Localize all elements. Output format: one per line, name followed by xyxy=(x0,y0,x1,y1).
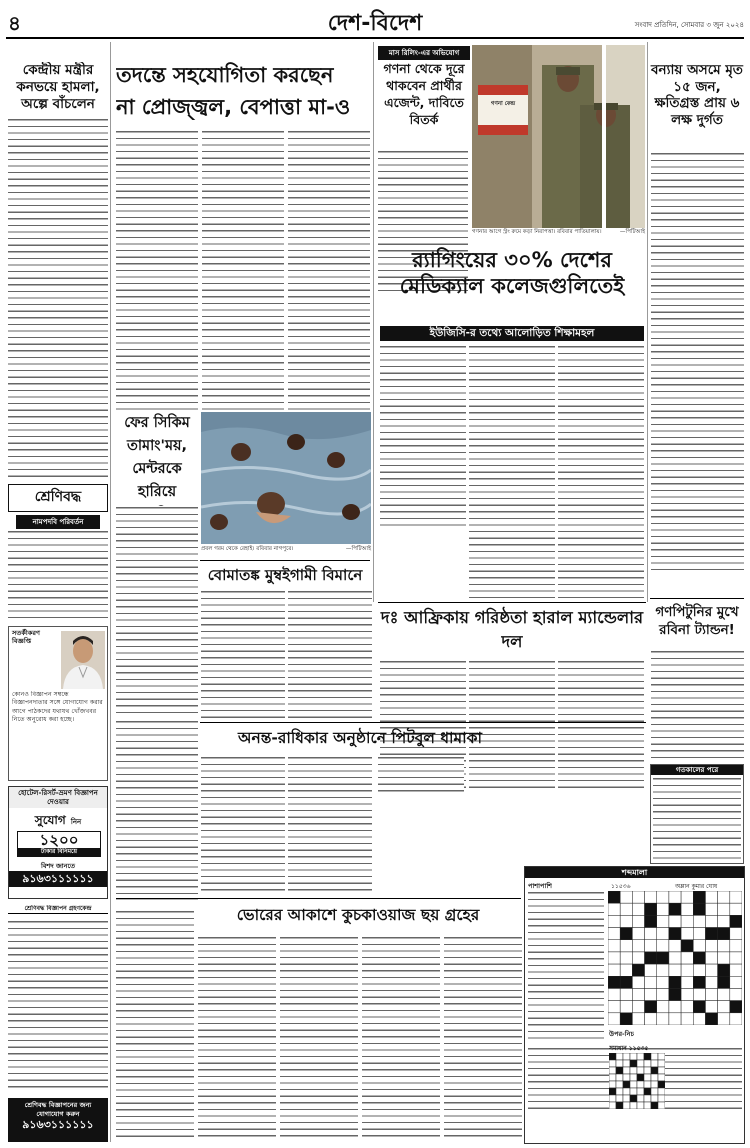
crossword-cell xyxy=(620,1001,632,1013)
crossword-cell xyxy=(609,1095,616,1102)
date-line: সংবাদ প্রতিদিন, সোমবার ৩ জুন ২০২৪ xyxy=(634,21,744,29)
main-story-col3 xyxy=(288,130,370,410)
crossword-cell xyxy=(632,964,644,976)
crossword-cell xyxy=(657,903,669,915)
crossword-cell xyxy=(616,1053,623,1060)
crossword-cell xyxy=(616,1060,623,1067)
across-clues xyxy=(528,891,604,1043)
crossword-cell xyxy=(609,1067,616,1074)
main-story-col1 xyxy=(116,130,198,410)
masthead-rule xyxy=(6,37,744,39)
crossword-title: শব্দমালা xyxy=(525,867,744,878)
crossword-cell xyxy=(637,1074,644,1081)
name-change-label: নামপদবি পরিবর্তন xyxy=(16,515,100,529)
crossword-cell xyxy=(681,1013,693,1025)
crossword-cell xyxy=(608,1013,620,1025)
hotel-ad-suffix: নিন xyxy=(70,818,82,827)
crossword-cell xyxy=(730,988,742,1000)
crossword-number: ১১৫৩৬ xyxy=(611,883,631,890)
sky-col4 xyxy=(362,936,440,1142)
crossword-cell xyxy=(657,891,669,903)
crossword-cell xyxy=(644,1095,651,1102)
crossword-cell xyxy=(645,988,657,1000)
strongroom-sign-text: গণনা কেন্দ্র xyxy=(490,101,516,107)
sky-top-rule xyxy=(116,898,521,899)
crossword-cell xyxy=(693,903,705,915)
strongroom-sign xyxy=(480,101,526,121)
crossword-cell xyxy=(645,964,657,976)
crossword-cell xyxy=(630,1074,637,1081)
crossword-cell xyxy=(632,915,644,927)
crossword-cell xyxy=(658,1074,665,1081)
crossword-cell xyxy=(718,976,730,988)
classified-title: শ্রেণিবদ্ধ xyxy=(34,489,82,505)
sky-col1 xyxy=(116,910,194,1142)
crossword-cell xyxy=(730,976,742,988)
bomb-col2 xyxy=(288,590,372,720)
crossword-cell xyxy=(632,976,644,988)
crossword-cell xyxy=(644,1067,651,1074)
crossword-cell xyxy=(718,964,730,976)
ragging-col1 xyxy=(380,345,466,530)
crossword-cell xyxy=(620,1013,632,1025)
crossword-cell xyxy=(620,915,632,927)
answers-label: সমাধান ১১৫৩৫ xyxy=(609,1045,649,1052)
crossword-cell xyxy=(718,891,730,903)
crossword-cell xyxy=(658,1067,665,1074)
sa-top-rule xyxy=(378,602,646,603)
crossword-cell xyxy=(658,1095,665,1102)
counting-headline: গণনা থেকে দূরে থাকবেন প্রার্থীর এজেন্ট, দাবিতে বিতর্ক xyxy=(383,61,465,127)
crossword-cell xyxy=(616,1095,623,1102)
crossword xyxy=(524,866,745,1144)
left-lead-body xyxy=(8,118,108,478)
strongroom-credit: —পিটিআই xyxy=(619,229,645,235)
crossword-cell xyxy=(730,964,742,976)
crossword-cell xyxy=(681,964,693,976)
crossword-cell xyxy=(632,1001,644,1013)
crossword-cell xyxy=(637,1088,644,1095)
crossword-cell xyxy=(609,1088,616,1095)
ad-price: ১২০০ xyxy=(39,832,79,848)
crossword-cell xyxy=(681,952,693,964)
crossword-cell xyxy=(623,1060,630,1067)
crossword-cell xyxy=(645,928,657,940)
crossword-cell xyxy=(630,1067,637,1074)
photo-strongroom xyxy=(472,45,645,228)
crossword-cell xyxy=(669,928,681,940)
crossword-cell xyxy=(730,952,742,964)
crossword-cell xyxy=(637,1053,644,1060)
crossword-cell xyxy=(705,964,717,976)
sky-headline: ভোরের আকাশে কুচকাওয়াজ ছয় গ্রহের xyxy=(236,906,480,924)
crossword-cell xyxy=(705,1001,717,1013)
sikkim-body-more xyxy=(116,720,198,900)
sky-col2 xyxy=(198,936,276,1142)
photo-swimming xyxy=(201,412,371,544)
crossword-cell xyxy=(657,1001,669,1013)
crossword-cell xyxy=(658,1081,665,1088)
crossword-cell xyxy=(705,1013,717,1025)
sikkim-body xyxy=(116,506,198,716)
crossword-cell xyxy=(620,976,632,988)
crossword-grid xyxy=(608,891,742,1025)
crossword-cell xyxy=(620,928,632,940)
crossword-cell xyxy=(651,1053,658,1060)
crossword-cell xyxy=(623,1074,630,1081)
price-box xyxy=(17,831,101,857)
crossword-cell xyxy=(620,891,632,903)
left-lead-headline: কেন্দ্রীয় মন্ত্রীর কনভয়ে হামলা, অল্পে বাঁচলেন xyxy=(16,62,100,112)
crossword-cell xyxy=(632,1013,644,1025)
prev-day-title: গতকালের পরে xyxy=(651,765,743,775)
bomb-col1 xyxy=(201,590,285,720)
crossword-cell xyxy=(620,903,632,915)
crossword-cell xyxy=(681,903,693,915)
crossword-cell xyxy=(632,903,644,915)
crossword-cell xyxy=(623,1053,630,1060)
crossword-cell xyxy=(609,1060,616,1067)
crossword-cell xyxy=(730,903,742,915)
divider-main-mid xyxy=(373,42,374,602)
crossword-cell xyxy=(609,1053,616,1060)
crossword-cell xyxy=(705,940,717,952)
sa-col3 xyxy=(558,660,644,790)
crossword-cell xyxy=(705,976,717,988)
avatar xyxy=(61,631,105,689)
assam-headline: বন্যায় অসমে মৃত ১৫ জন, ক্ষতিগ্রস্ত প্রায় ৬ লক্ষ দুর্গত xyxy=(651,62,743,128)
crossword-cell xyxy=(693,891,705,903)
crossword-cell xyxy=(693,988,705,1000)
crossword-cell xyxy=(623,1102,630,1109)
bomb-top-rule xyxy=(200,560,370,561)
crossword-cell xyxy=(705,952,717,964)
ad-phone: ৯১৬৩১১১১১১ xyxy=(9,871,107,887)
notice-title: সতর্কীকরণ বিজ্ঞপ্তি xyxy=(12,629,41,645)
anant-top-rule xyxy=(200,722,646,723)
crossword-cell xyxy=(718,1001,730,1013)
crossword-cell xyxy=(693,940,705,952)
crossword-cell xyxy=(644,1053,651,1060)
crossword-cell xyxy=(669,952,681,964)
name-change-body xyxy=(8,530,108,620)
sky-col3 xyxy=(280,936,358,1142)
crossword-cell xyxy=(657,976,669,988)
crossword-cell xyxy=(608,891,620,903)
crossword-cell xyxy=(718,940,730,952)
swimming-credit: —পিটিআই xyxy=(345,546,371,552)
crossword-cell xyxy=(657,940,669,952)
crossword-cell xyxy=(645,915,657,927)
crossword-cell xyxy=(630,1102,637,1109)
crossword-cell xyxy=(644,1074,651,1081)
crossword-cell xyxy=(730,915,742,927)
crossword-cell xyxy=(669,940,681,952)
main-headline-2: না প্রোজ্জ্বল, বেপাত্তা মা-ও xyxy=(116,95,351,119)
crossword-cell xyxy=(681,928,693,940)
crossword-cell xyxy=(608,928,620,940)
crossword-cell xyxy=(718,928,730,940)
crossword-cell xyxy=(658,1088,665,1095)
crossword-cell xyxy=(644,1060,651,1067)
crossword-cell xyxy=(632,952,644,964)
crossword-cell xyxy=(651,1102,658,1109)
classified-centres-body xyxy=(8,920,108,1092)
crossword-cell xyxy=(632,940,644,952)
crossword-cell xyxy=(718,1013,730,1025)
crossword-cell xyxy=(637,1102,644,1109)
crossword-cell xyxy=(669,915,681,927)
crossword-cell xyxy=(651,1067,658,1074)
answer-grid xyxy=(609,1053,665,1109)
main-story-col2 xyxy=(202,130,284,410)
crossword-cell xyxy=(609,1074,616,1081)
crossword-cell xyxy=(681,976,693,988)
hotel-ad xyxy=(8,786,108,899)
crossword-cell xyxy=(730,928,742,940)
crossword-cell xyxy=(637,1060,644,1067)
crossword-cell xyxy=(681,1001,693,1013)
crossword-cell xyxy=(620,964,632,976)
crossword-cell xyxy=(608,976,620,988)
across-label: পাশাপাশি xyxy=(528,882,553,890)
crossword-cell xyxy=(657,964,669,976)
crossword-cell xyxy=(645,903,657,915)
crossword-cell xyxy=(630,1060,637,1067)
raveena-top-rule xyxy=(650,598,744,599)
ragging-subhead: ইউজিসি-র তথ্যে আলোড়িত শিক্ষামহল xyxy=(380,326,644,341)
anant-col3 xyxy=(378,756,464,794)
anant-col2 xyxy=(288,756,372,896)
crossword-cell xyxy=(630,1081,637,1088)
crossword-cell xyxy=(669,903,681,915)
crossword-cell xyxy=(658,1060,665,1067)
crossword-cell xyxy=(637,1081,644,1088)
crossword-cell xyxy=(645,976,657,988)
crossword-cell xyxy=(620,940,632,952)
crossword-cell xyxy=(645,952,657,964)
crossword-cell xyxy=(693,928,705,940)
crossword-cell xyxy=(669,976,681,988)
sky-col5 xyxy=(444,936,522,1142)
down-label: উপর-নিচ xyxy=(609,1030,634,1038)
crossword-cell xyxy=(644,1081,651,1088)
crossword-cell xyxy=(608,903,620,915)
crossword-setter: অম্লান কুমার ঘোষ xyxy=(675,883,718,890)
strongroom-caption-text: গণনার আগে স্ট্রং রুমে কড়া নিরাপত্তা। রবিবার পাতিয়ালায়। xyxy=(472,229,602,235)
crossword-cell xyxy=(657,988,669,1000)
main-headline-1: তদন্তে সহযোগিতা করছেন xyxy=(116,63,334,87)
classified-banner xyxy=(8,484,108,512)
crossword-cell xyxy=(718,952,730,964)
crossword-cell xyxy=(608,952,620,964)
anant-col1 xyxy=(201,756,285,896)
crossword-cell xyxy=(669,988,681,1000)
crossword-cell xyxy=(620,952,632,964)
crossword-cell xyxy=(608,964,620,976)
crossword-cell xyxy=(693,1001,705,1013)
crossword-cell xyxy=(693,964,705,976)
crossword-cell xyxy=(705,915,717,927)
crossword-cell xyxy=(645,1001,657,1013)
left-col-divider xyxy=(110,42,111,1142)
hotel-ad-highlight: সুযোগ xyxy=(34,813,66,828)
crossword-cell xyxy=(632,891,644,903)
counting-kicker: মাস রিলিং-এর অভিযোগ xyxy=(378,46,470,60)
bottom-ad-phone: ৯১৬৩১১১১১১ xyxy=(22,1118,94,1131)
crossword-cell xyxy=(657,952,669,964)
crossword-cell xyxy=(730,940,742,952)
crossword-cell xyxy=(657,928,669,940)
swimming-caption-text: প্রবল গরম থেকে রেহাই। রবিবার নাগপুরে। xyxy=(201,546,294,552)
crossword-cell xyxy=(609,1102,616,1109)
sa-col2 xyxy=(469,660,555,790)
crossword-cell xyxy=(681,915,693,927)
crossword-cell xyxy=(616,1088,623,1095)
crossword-cell xyxy=(645,891,657,903)
crossword-cell xyxy=(637,1067,644,1074)
masthead xyxy=(0,0,750,40)
crossword-cell xyxy=(651,1088,658,1095)
crossword-cell xyxy=(658,1053,665,1060)
ragging-col2 xyxy=(469,345,555,599)
crossword-cell xyxy=(616,1081,623,1088)
crossword-cell xyxy=(623,1067,630,1074)
notice-body: কোনও বিজ্ঞাপন সম্বন্ধে বিজ্ঞাপনদাতার সঙ্গে যোগাযোগ করার আগে পাঠকদের যথাযথ খোঁজখবর নিতে অনুরোধ করা হচ্ছে। xyxy=(12,691,103,724)
crossword-cell xyxy=(718,988,730,1000)
bottom-ad xyxy=(8,1098,108,1142)
bomb-headline: বোমাতঙ্ক মুম্বইগামী বিমানে xyxy=(207,566,363,584)
crossword-cell xyxy=(623,1095,630,1102)
crossword-cell xyxy=(718,903,730,915)
crossword-cell xyxy=(623,1081,630,1088)
page-number: ৪ xyxy=(8,11,21,35)
crossword-cell xyxy=(730,1013,742,1025)
crossword-cell xyxy=(651,1095,658,1102)
crossword-cell xyxy=(623,1088,630,1095)
crossword-cell xyxy=(630,1095,637,1102)
ad-price-caption: টাকার বিনিময়ে xyxy=(18,848,100,856)
crossword-cell xyxy=(681,940,693,952)
crossword-cell xyxy=(730,1001,742,1013)
divider-right xyxy=(647,42,648,602)
crossword-cell xyxy=(637,1095,644,1102)
ragging-col3 xyxy=(558,345,644,599)
hotel-ad-title: হোটেল-রিসর্ট-ভ্রমণ বিজ্ঞাপন দেওয়ার xyxy=(9,787,107,808)
crossword-cell xyxy=(693,976,705,988)
bottom-ad-text: শ্রেণিবদ্ধ বিজ্ঞাপনের জন্য যোগাযোগ করুন xyxy=(24,1101,92,1118)
crossword-cell xyxy=(705,903,717,915)
crossword-cell xyxy=(693,915,705,927)
crossword-cell xyxy=(730,891,742,903)
crossword-cell xyxy=(645,940,657,952)
crossword-cell xyxy=(658,1102,665,1109)
crossword-cell xyxy=(616,1102,623,1109)
crossword-cell xyxy=(616,1074,623,1081)
crossword-cell xyxy=(644,1102,651,1109)
crossword-cell xyxy=(657,1013,669,1025)
ad-contact-label: বিশদ জানতে xyxy=(40,862,76,870)
crossword-cell xyxy=(632,928,644,940)
crossword-cell xyxy=(651,1060,658,1067)
classified-centres-label: শ্রেণিবদ্ধ বিজ্ঞাপন গ্রহণকেন্দ্র xyxy=(8,905,108,914)
crossword-cell xyxy=(669,891,681,903)
raveena-body xyxy=(651,650,744,760)
sikkim-headline: ফের সিকিম তামাং'ময়, মেন্টরকে হারিয়ে xyxy=(124,415,190,500)
crossword-cell xyxy=(651,1081,658,1088)
sa-headline: দঃ আফ্রিকায় গরিষ্ঠতা হারাল ম্যান্ডেলার দল xyxy=(380,608,644,651)
crossword-cell xyxy=(608,940,620,952)
crossword-cell xyxy=(630,1053,637,1060)
crossword-cell xyxy=(645,1013,657,1025)
crossword-cell xyxy=(681,891,693,903)
crossword-cell xyxy=(705,928,717,940)
crossword-cell xyxy=(657,915,669,927)
prev-day-body xyxy=(653,777,741,861)
strongroom-caption xyxy=(472,229,645,236)
crossword-cell xyxy=(705,891,717,903)
ragging-headline: র‍্যাগিংয়ের ৩০% দেশের মেডিক্যাল কলেজগুলিতেই xyxy=(399,248,625,298)
crossword-cell xyxy=(616,1067,623,1074)
anant-headline: অনন্ত-রাধিকার অনুষ্ঠানে পিটবুল ধামাকা xyxy=(238,729,482,747)
warning-notice xyxy=(8,626,108,781)
section-title: দেশ-বিদেশ xyxy=(327,11,423,36)
crossword-cell xyxy=(681,988,693,1000)
crossword-cell xyxy=(608,915,620,927)
raveena-headline: গণপিটুনির মুখে রবিনা ট্যান্ডন! xyxy=(655,604,739,638)
crossword-cell xyxy=(632,988,644,1000)
crossword-cell xyxy=(705,988,717,1000)
assam-body-1 xyxy=(651,152,744,570)
crossword-cell xyxy=(609,1081,616,1088)
swimming-caption xyxy=(201,546,371,553)
crossword-cell xyxy=(620,988,632,1000)
prev-day-box xyxy=(650,764,744,864)
crossword-cell xyxy=(608,1001,620,1013)
crossword-cell xyxy=(718,915,730,927)
crossword-cell xyxy=(644,1088,651,1095)
crossword-cell xyxy=(693,952,705,964)
crossword-cell xyxy=(669,964,681,976)
crossword-cell xyxy=(669,1001,681,1013)
crossword-cell xyxy=(669,1013,681,1025)
crossword-cell xyxy=(693,1013,705,1025)
crossword-cell xyxy=(630,1088,637,1095)
crossword-cell xyxy=(651,1074,658,1081)
crossword-cell xyxy=(608,988,620,1000)
